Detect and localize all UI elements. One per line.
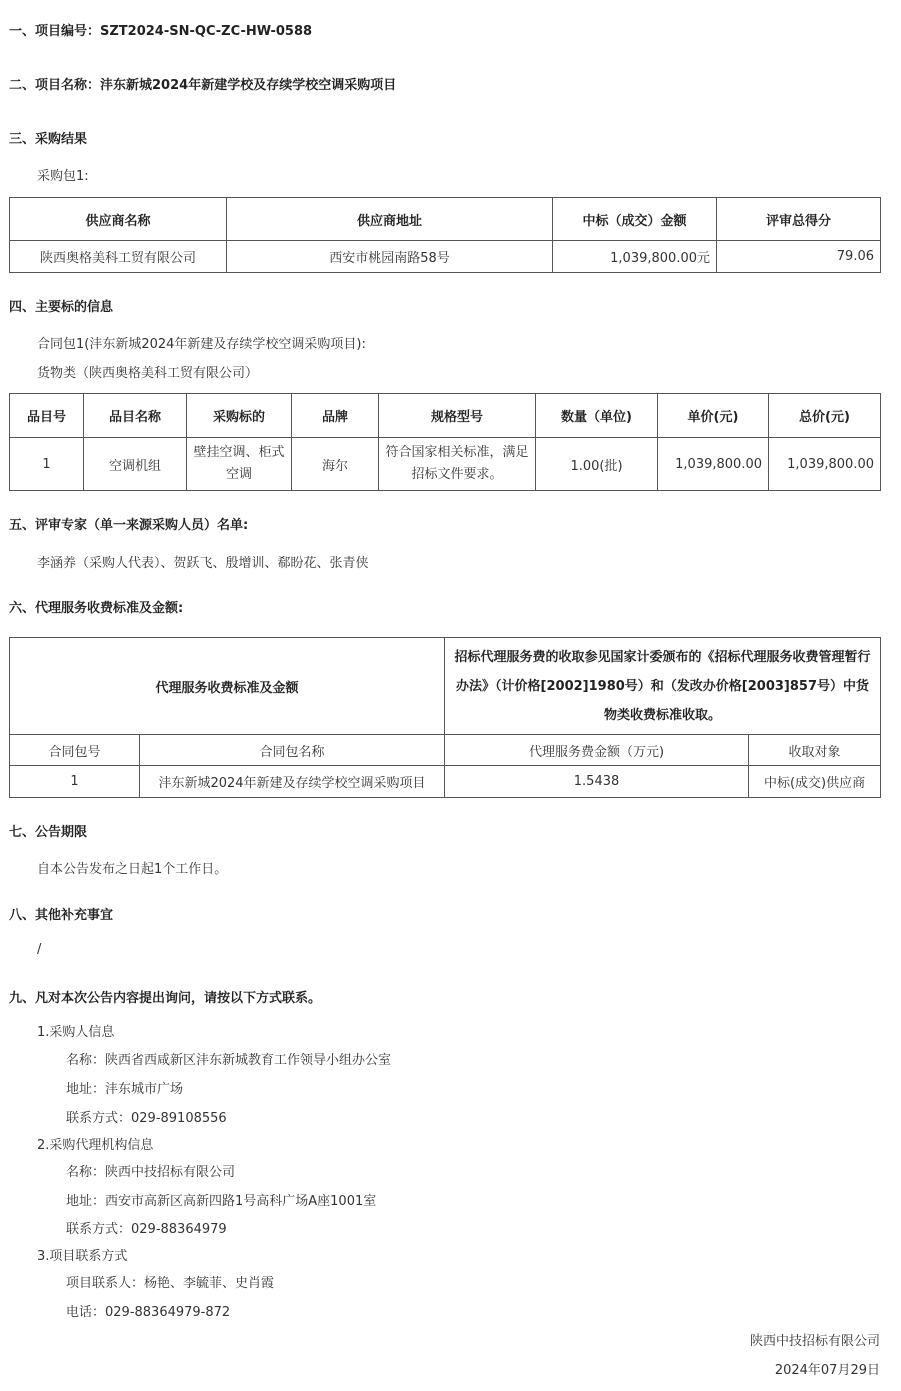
project-contact-heading: 3.项目联系方式: [37, 1249, 128, 1264]
project-phone: 电话：029-88364979-872: [66, 1305, 231, 1320]
table-header-row: [10, 735, 881, 766]
fee-amount: 1.5438: [445, 766, 749, 798]
total-score: 79.06: [717, 241, 881, 273]
notice-period-text: 自本公告发布之日起1个工作日。: [37, 862, 228, 877]
header-total-score: 评审总得分: [717, 198, 881, 241]
section-2-heading: [9, 74, 396, 93]
section-7-heading: 七、公告期限: [9, 825, 88, 840]
fee-standard-row: [10, 638, 881, 735]
agency-fee-table: [9, 637, 881, 798]
section-2-title: 二、项目名称：: [9, 78, 101, 93]
brand: 海尔: [292, 438, 379, 491]
section-1-title: 一、项目编号：: [9, 24, 101, 39]
agent-address: 地址：西安市高新区高新四路1号高科广场A座1001室: [66, 1194, 377, 1209]
table-header-row: [10, 394, 881, 438]
item-name: 空调机组: [84, 438, 187, 491]
header-supplier-address: 供应商地址: [227, 198, 553, 241]
header-unit-price: 单价(元): [658, 394, 769, 438]
table-row: [10, 241, 881, 273]
header-supplier-name: 供应商名称: [10, 198, 227, 241]
fee-standard-label: 代理服务收费标准及金额: [10, 638, 445, 735]
buyer-address: 地址：沣东城市广场: [66, 1082, 184, 1097]
agent-phone: 联系方式：029-88364979: [66, 1222, 227, 1237]
section-8-heading: 八、其他补充事宜: [9, 908, 114, 923]
agent-name: 名称：陕西中技招标有限公司: [66, 1165, 236, 1180]
supplier-name: 陕西奥格美科工贸有限公司: [10, 241, 227, 273]
project-name: 沣东新城2024年新建学校及存续学校空调采购项目: [100, 78, 397, 93]
footer-company: 陕西中技招标有限公司: [749, 1334, 880, 1349]
section-3-heading: 三、采购结果: [9, 132, 88, 147]
quantity: 1.00(批): [536, 438, 658, 491]
expert-list: 李涵养（采购人代表）、贺跃飞、殷增训、郗盼花、张青侠: [37, 556, 369, 571]
buyer-phone: 联系方式：029-89108556: [66, 1111, 227, 1126]
header-award-amount: 中标（成交）金额: [553, 198, 717, 241]
unit-price: 1,039,800.00: [658, 438, 769, 491]
header-item-name: 品目名称: [84, 394, 187, 438]
header-fee-payer: 收取对象: [749, 735, 881, 766]
table-header-row: [10, 198, 881, 241]
header-item-no: 品目号: [10, 394, 84, 438]
goods-category-label: 货物类（陕西奥格美科工贸有限公司）: [37, 366, 259, 381]
header-quantity: 数量（单位): [536, 394, 658, 438]
procurement-subject: 壁挂空调、柜式空调: [187, 438, 292, 491]
section-4-heading: 四、主要标的信息: [9, 300, 114, 315]
header-contract-no: 合同包号: [10, 735, 140, 766]
header-contract-name: 合同包名称: [140, 735, 445, 766]
header-fee-amount: 代理服务费金额（万元): [445, 735, 749, 766]
contract-package-label: 合同包1(沣东新城2024年新建及存续学校空调采购项目):: [37, 337, 366, 352]
procurement-package-label: 采购包1:: [37, 169, 89, 184]
spec-model: 符合国家相关标准，满足招标文件要求。: [379, 438, 536, 491]
supplier-address: 西安市桃园南路58号: [227, 241, 553, 273]
header-brand: 品牌: [292, 394, 379, 438]
award-amount: 1,039,800.00元: [553, 241, 717, 273]
contract-no: 1: [10, 766, 140, 798]
project-number: SZT2024-SN-QC-ZC-HW-0588: [100, 24, 313, 39]
section-9-heading: 九、凡对本次公告内容提出询问，请按以下方式联系。: [9, 991, 322, 1006]
header-total-price: 总价(元): [769, 394, 881, 438]
fee-payer: 中标(成交)供应商: [749, 766, 881, 798]
section-5-heading: 五、评审专家（单一来源采购人员）名单:: [9, 518, 249, 533]
table-row: [10, 766, 881, 798]
section-6-heading: 六、代理服务收费标准及金额:: [9, 601, 184, 616]
procurement-result-table: [9, 197, 881, 273]
item-no: 1: [10, 438, 84, 491]
contract-name: 沣东新城2024年新建及存续学校空调采购项目: [140, 766, 445, 798]
agent-info-heading: 2.采购代理机构信息: [37, 1138, 154, 1153]
buyer-info-heading: 1.采购人信息: [37, 1025, 115, 1040]
total-price: 1,039,800.00: [769, 438, 881, 491]
buyer-name: 名称：陕西省西咸新区沣东新城教育工作领导小组办公室: [66, 1053, 392, 1068]
section-1-heading: [9, 20, 312, 39]
header-spec-model: 规格型号: [379, 394, 536, 438]
main-items-table: [9, 393, 881, 491]
fee-standard-description: 招标代理服务费的收取参见国家计委颁布的《招标代理服务收费管理暂行办法》（计价格[2002]1980号）和（发改办价格[2003]857号）中货物类收费标准收取。: [445, 638, 881, 735]
table-row: [10, 438, 881, 491]
other-matters-text: /: [37, 942, 42, 957]
header-procurement-subject: 采购标的: [187, 394, 292, 438]
project-contacts: 项目联系人：杨艳、李毓菲、史肖霞: [66, 1276, 275, 1291]
footer-date: 2024年07月29日: [774, 1363, 880, 1378]
